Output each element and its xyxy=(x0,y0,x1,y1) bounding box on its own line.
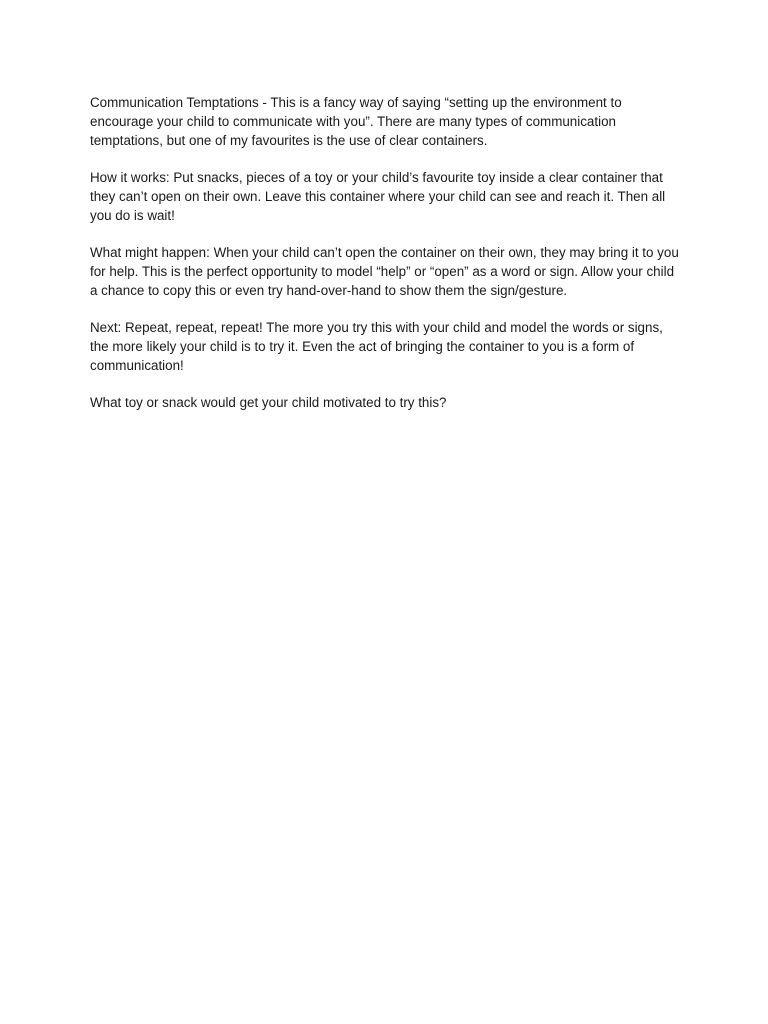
paragraph-intro: Communication Temptations - This is a fancy way of saying “setting up the environment to encourage your child to communicate with you”. There are many types of communication temptations, but one of my favourites is the use of clear containers. xyxy=(90,95,622,148)
paragraph-question: What toy or snack would get your child motivated to try this? xyxy=(90,395,447,410)
document-body xyxy=(90,93,680,430)
paragraph-next: Next: Repeat, repeat, repeat! The more you try this with your child and model the words or signs, the more likely your child is to try it. Even the act of bringing the container to you is a form of communication! xyxy=(90,320,663,373)
paragraph-how-it-works: How it works: Put snacks, pieces of a toy or your child’s favourite toy inside a clear container that they can’t open on their own. Leave this container where your child can see and reach it. Then all you do is wait! xyxy=(90,170,666,223)
paragraph-what-might-happen: What might happen: When your child can’t open the container on their own, they may bring it to you for help. This is the perfect opportunity to model “help” or “open” as a word or sign. Allow your child a chance to copy this or even try hand-over-hand to show them the sign/gesture. xyxy=(90,245,679,298)
